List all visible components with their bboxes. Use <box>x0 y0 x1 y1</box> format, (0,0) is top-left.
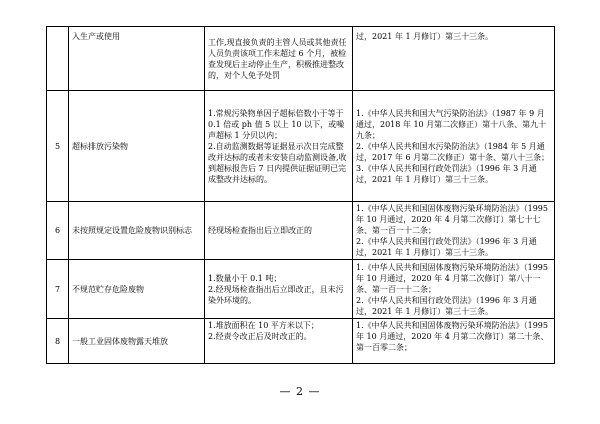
page-number: — 2 — <box>279 385 321 398</box>
table-row <box>47 27 555 91</box>
basis-line: 2.《中华人民共和国水污染防治法》（1984 年 5 月通过，2017 年 6 月第二次修正）第十条、第八十三条； <box>356 141 550 162</box>
exemption-condition-cell <box>205 202 353 260</box>
basis-line: 1.《中华人民共和国固体废物污染环境防治法》（1995 年 10 月通过，2020 年 4 月第二次修订）第七十七条、第一百一十二条； <box>356 204 548 235</box>
legal-basis-cell <box>353 91 555 202</box>
condition-line: 2.经现场检查指出后立即改正，且未污染外环境的。 <box>208 284 344 305</box>
exemption-condition-cell <box>205 260 353 319</box>
row-number: 7 <box>47 260 69 319</box>
legal-basis-cell <box>353 260 555 319</box>
violation-cell: 入生产或使用 <box>69 27 205 91</box>
condition-line: 1.常规污染物单因子超标倍数小于等于 0.1 倍或 ph 值 5 以上 10 以下，或噪声超标 1 分贝以内； <box>208 108 345 140</box>
condition-line: 1.数量小于 0.1 吨； <box>208 273 282 283</box>
exemption-condition-cell <box>205 319 353 364</box>
table-row <box>47 91 555 202</box>
legal-basis-cell <box>353 319 555 364</box>
table-row <box>47 319 555 364</box>
row-number <box>47 27 69 91</box>
condition-line: 工作,现直接负责的主管人员或其他责任人员负责该项工作未超过 6 个月，被检查发现后主动停止生产，积极推进整改的，对个人免予处罚 <box>208 37 347 80</box>
table-row <box>47 202 555 260</box>
basis-line: 1.《中华人民共和国大气污染防治法》（1987 年 9 月通过，2018 年 10 月第二次修正）第十八条、第九十九条； <box>356 108 547 140</box>
basis-line: 过，2021 年 1 月修订）第三十三条。 <box>356 32 494 41</box>
condition-line: 经现场检查指出后立即改正的 <box>208 226 312 235</box>
row-number: 5 <box>47 91 69 202</box>
violation-cell: 未按照规定设置危险废物识别标志 <box>69 202 205 260</box>
condition-line: 2.自动监测数据等证据显示次日完成整改并达标的或者未安装自动监测设备,收到超标报告后 7 日内提供证据证明已完成整改并达标的。 <box>208 141 347 184</box>
regulation-table <box>46 26 555 364</box>
table-row <box>47 260 555 319</box>
basis-line: 2.《中华人民共和国行政处罚法》（1996 年 3 月通过，2021 年 1 月修订）第三十三条。 <box>356 237 537 257</box>
legal-basis-cell <box>353 27 555 91</box>
condition-line: 1.堆放面积在 10 平方米以下； <box>208 321 319 330</box>
basis-line: 3.《中华人民共和国行政处罚法》（1996 年 3 月通过，2021 年 1 月修订）第三十三条。 <box>356 163 537 184</box>
condition-line: 2.经责令改正后及时改正的。 <box>208 332 312 341</box>
basis-line: 2.《中华人民共和国行政处罚法》（1996 年 3 月通过，2021 年 1 月修订）第三十三条。 <box>356 295 537 316</box>
row-number: 8 <box>47 319 69 364</box>
legal-basis-cell <box>353 202 555 260</box>
violation-cell: 不规范贮存危险废物 <box>69 260 205 319</box>
basis-line: 1.《中华人民共和国固体废物污染环境防治法》（1995 年 10 月通过，2020 年 4 月第二次修订）第二十条、第一百零二条； <box>356 321 549 352</box>
row-number: 6 <box>47 202 69 260</box>
exemption-condition-cell <box>205 91 353 202</box>
violation-cell: 一般工业固体废物露天堆放 <box>69 319 205 364</box>
exemption-condition-cell <box>205 27 353 91</box>
basis-line: 1.《中华人民共和国固体废物污染环境防治法》（1995 年 10 月通过，2020 年 4 月第二次修订）第八十一条、第一百一十二条； <box>356 262 548 294</box>
violation-cell: 超标排放污染物 <box>69 91 205 202</box>
